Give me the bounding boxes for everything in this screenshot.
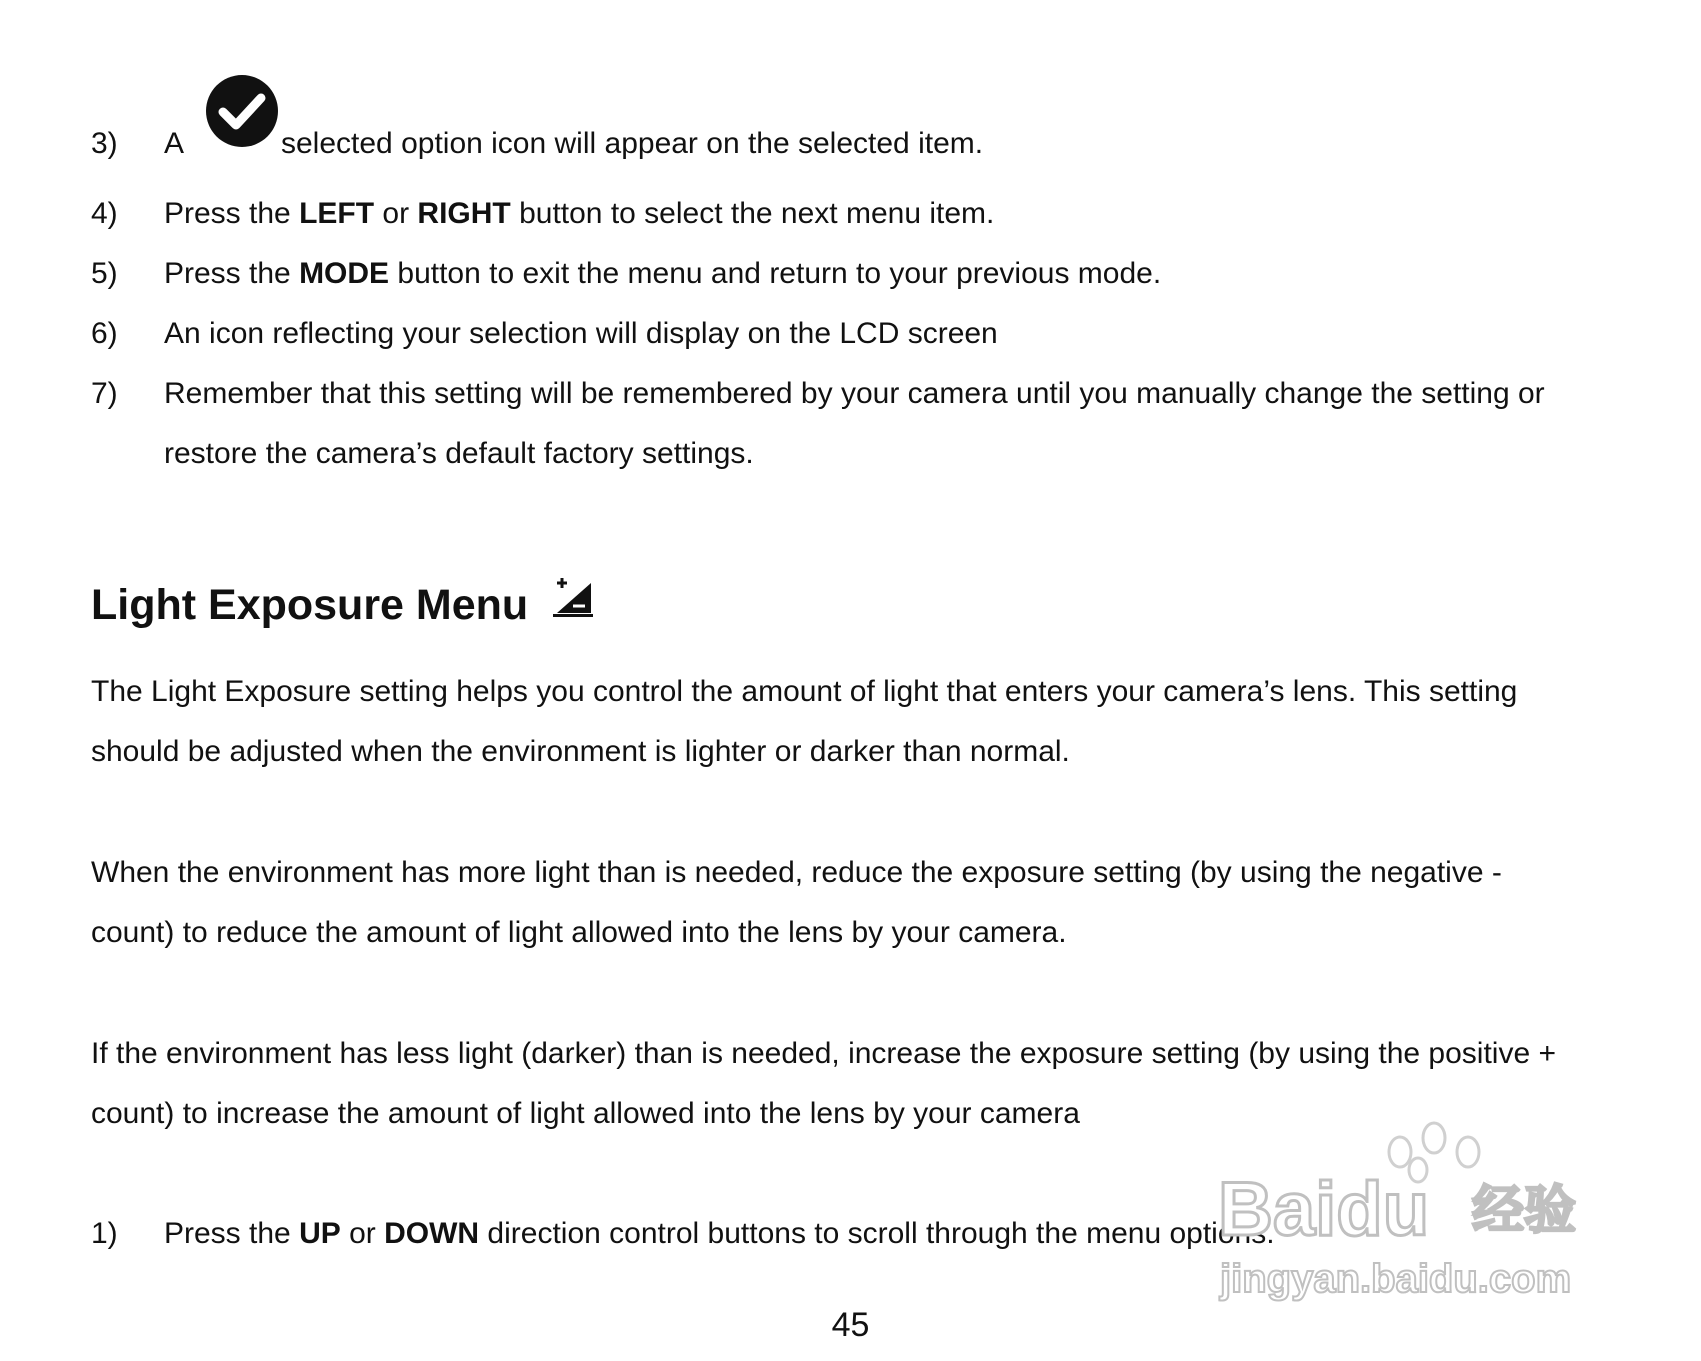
page-number: 45: [831, 1306, 870, 1344]
key-mode: MODE: [299, 257, 390, 290]
paragraph-line: count) to reduce the amount of light allowed into the lens by your camera.: [91, 916, 1067, 949]
item-text: An icon reflecting your selection will display on the LCD screen: [164, 317, 998, 350]
watermark: [1210, 1110, 1610, 1310]
watermark-brand: Baidu: [1218, 1167, 1430, 1252]
key-left: LEFT: [299, 197, 375, 230]
item-text-prefix: A: [164, 127, 185, 160]
paragraph-line: When the environment has more light than is needed, reduce the exposure setting (by using the negative -: [91, 856, 1502, 889]
watermark-site: jingyan.baidu.com: [1220, 1257, 1572, 1301]
key-down: DOWN: [384, 1217, 480, 1250]
item-text: Press the MODE button to exit the menu and return to your previous mode.: [164, 257, 1162, 290]
item-text-continued: restore the camera’s default factory settings.: [164, 437, 754, 470]
section-title: Light Exposure Menu: [91, 581, 529, 629]
item-number: 1): [91, 1217, 118, 1250]
paragraph-line: should be adjusted when the environment is lighter or darker than normal.: [91, 735, 1070, 768]
paragraph-line: The Light Exposure setting helps you control the amount of light that enters your camera’s lens. This setting: [91, 675, 1518, 708]
item-number: 6): [91, 317, 118, 350]
item-text: Press the LEFT or RIGHT button to select the next menu item.: [164, 197, 995, 230]
check-icon: [203, 72, 281, 150]
item-text: Press the UP or DOWN direction control buttons to scroll through the menu options.: [164, 1217, 1275, 1250]
item-number: 3): [91, 127, 118, 160]
item-number: 4): [91, 197, 118, 230]
paragraph-line: If the environment has less light (darker) than is needed, increase the exposure setting (by using the positive +: [91, 1037, 1556, 1070]
watermark-cn: 经验: [1472, 1181, 1577, 1241]
item-number: 5): [91, 257, 118, 290]
key-up: UP: [299, 1217, 341, 1250]
paragraph-line: count) to increase the amount of light allowed into the lens by your camera: [91, 1097, 1080, 1130]
item-text: selected option icon will appear on the selected item.: [281, 127, 984, 160]
exposure-compensation-icon: [553, 577, 595, 617]
key-right: RIGHT: [417, 197, 511, 230]
item-number: 7): [91, 377, 118, 410]
item-text: Remember that this setting will be remembered by your camera until you manually change the setting or: [164, 377, 1545, 410]
